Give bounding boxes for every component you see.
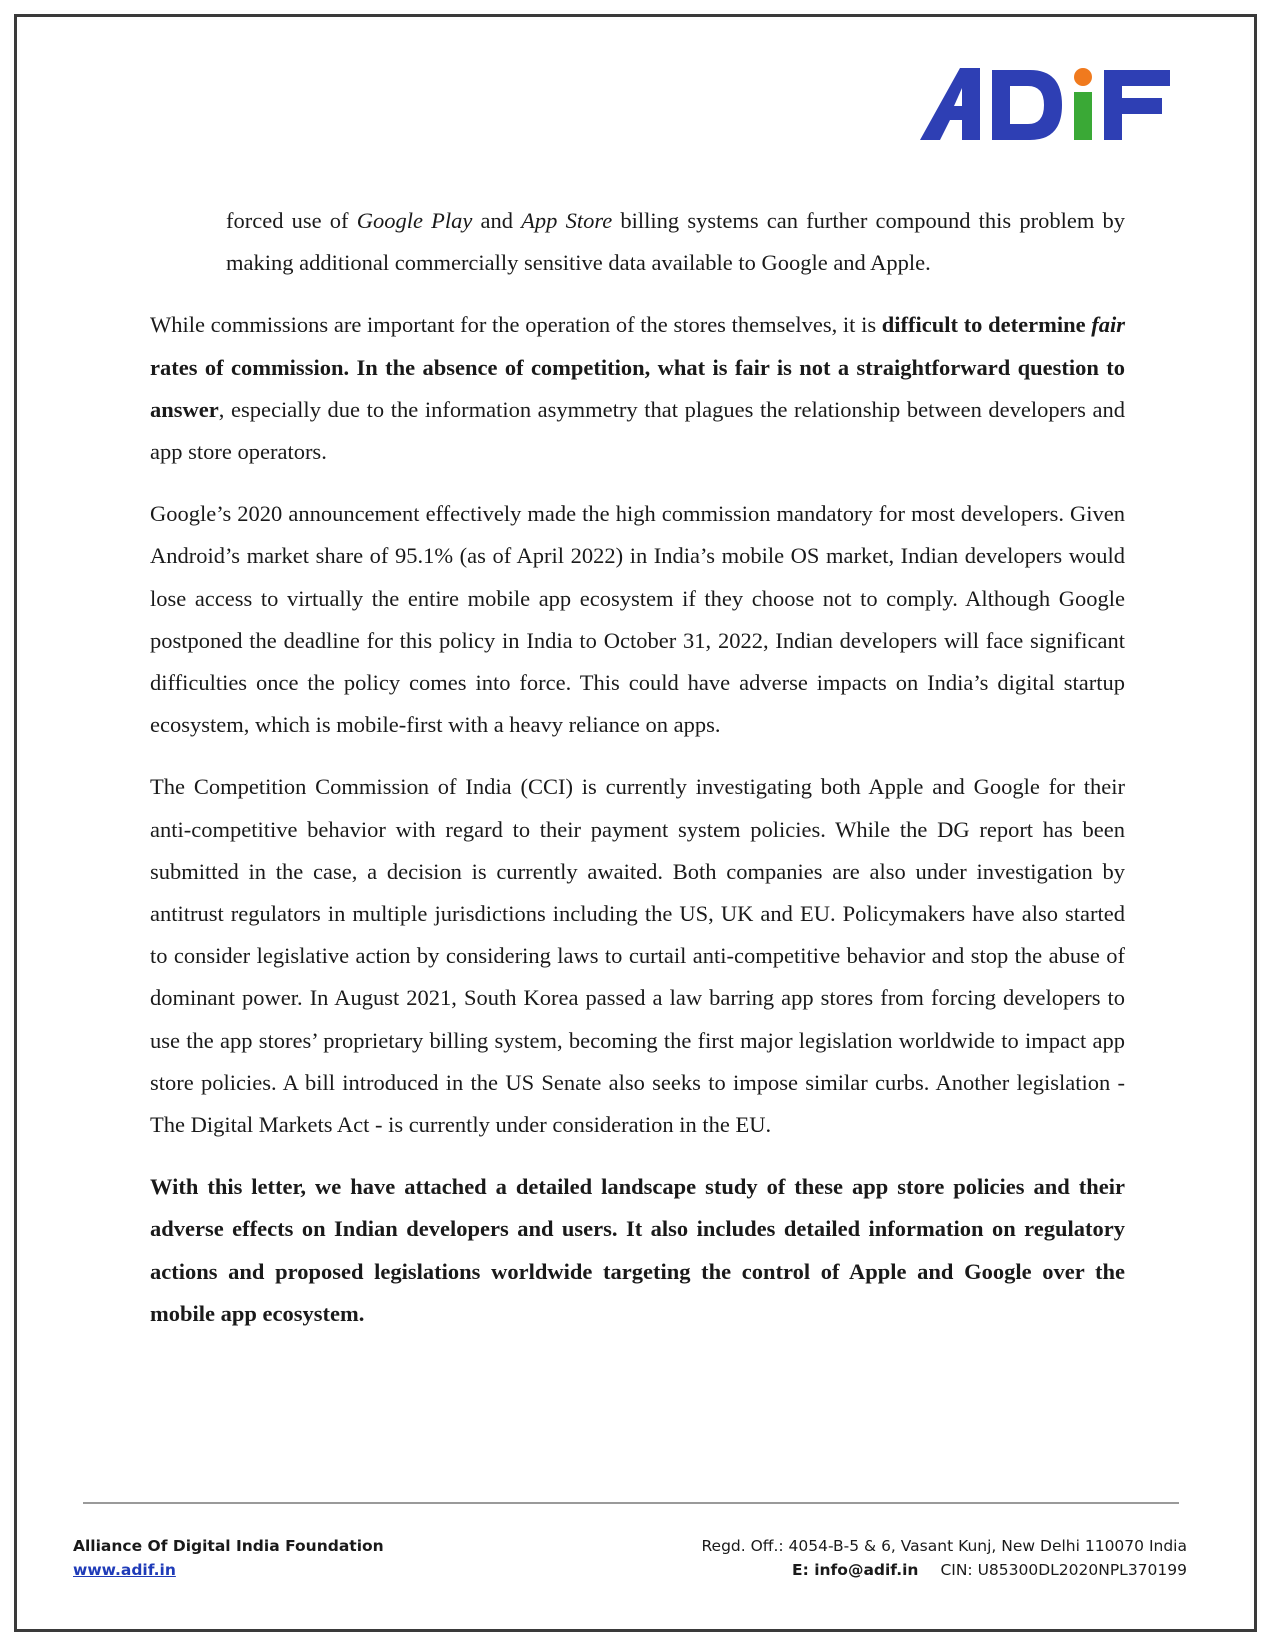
- bold-span: difficult to determine: [881, 312, 1092, 338]
- google-play-term: Google Play: [356, 208, 473, 233]
- paragraph-billing: [150, 200, 1125, 284]
- registered-address: Regd. Off.: 4054-B-5 & 6, Vasant Kunj, New Delhi 110070 India: [701, 1537, 1187, 1555]
- website-link[interactable]: www.adif.in: [73, 1561, 176, 1579]
- text-span: billing systems can further compound this problem by making additional commercially sensitive data available to Google and Apple.: [226, 208, 1126, 276]
- text-span: While commissions are important for the operation of the stores themselves, it is: [150, 312, 882, 338]
- org-name: Alliance Of Digital India Foundation: [73, 1537, 384, 1555]
- text-span: and: [472, 208, 522, 233]
- letter-body: [150, 200, 1125, 1355]
- footer-divider: [83, 1502, 1179, 1504]
- footer-left: [73, 1534, 384, 1582]
- bold-span: With this letter, we have attached a detailed landscape study of these app store policies and their adverse effects on Indian developers and users. It also includes detailed information on regulatory actions and proposed legislations worldwide targeting the control of Apple and Google over the mobile app ecosystem.: [150, 1174, 1125, 1326]
- text-span: forced use of: [226, 208, 357, 233]
- cin-number: CIN: U85300DL2020NPL370199: [940, 1561, 1187, 1579]
- bold-span: rates of commission. In the absence of competition, what is fair is not a straightforward question to answer: [150, 354, 1125, 422]
- text-span: , especially due to the information asymmetry that plagues the relationship between developers and app store operators.: [150, 396, 1125, 465]
- paragraph-commissions: [150, 304, 1125, 473]
- app-store-term: App Store: [521, 208, 613, 233]
- footer-right: [701, 1534, 1187, 1582]
- paragraph-google-announcement: Google’s 2020 announcement effectively made the high commission mandatory for most developers. Given Android’s market share of 95.1% (as of April 2022) in India’s mobile OS market, Indian developers would lose access to virtually the entire mobile app ecosystem if they choose not to comply. Although Google postponed the deadline for this policy in India to October 31, 2022, Indian developers will face significant difficulties once the policy comes into force. This could have adverse impacts on India’s digital startup ecosystem, which is mobile-first with a heavy reliance on apps.: [150, 501, 1125, 738]
- paragraph-attached-study: [150, 1166, 1125, 1335]
- fair-term: fair: [1091, 312, 1125, 338]
- contact-email: E: info@adif.in: [792, 1561, 919, 1579]
- paragraph-cci-investigation: The Competition Commission of India (CCI) is currently investigating both Apple and Google for their anti-competitive behavior with regard to their payment system policies. While the DG report has been submitted in the case, a decision is currently awaited. Both companies are also under investigation by antitrust regulators in multiple jurisdictions including the US, UK and EU. Policymakers have also started to consider legislative action by considering laws to curtail anti-competitive behavior and stop the abuse of dominant power. In August 2021, South Korea passed a law barring app stores from forcing developers to use the app stores’ proprietary billing system, becoming the first major legislation worldwide to impact app store policies. A bill introduced in the US Senate also seeks to impose similar curbs. Another legislation - The Digital Markets Act - is currently under consideration in the EU.: [150, 774, 1125, 1138]
- adif-logo: [920, 68, 1182, 146]
